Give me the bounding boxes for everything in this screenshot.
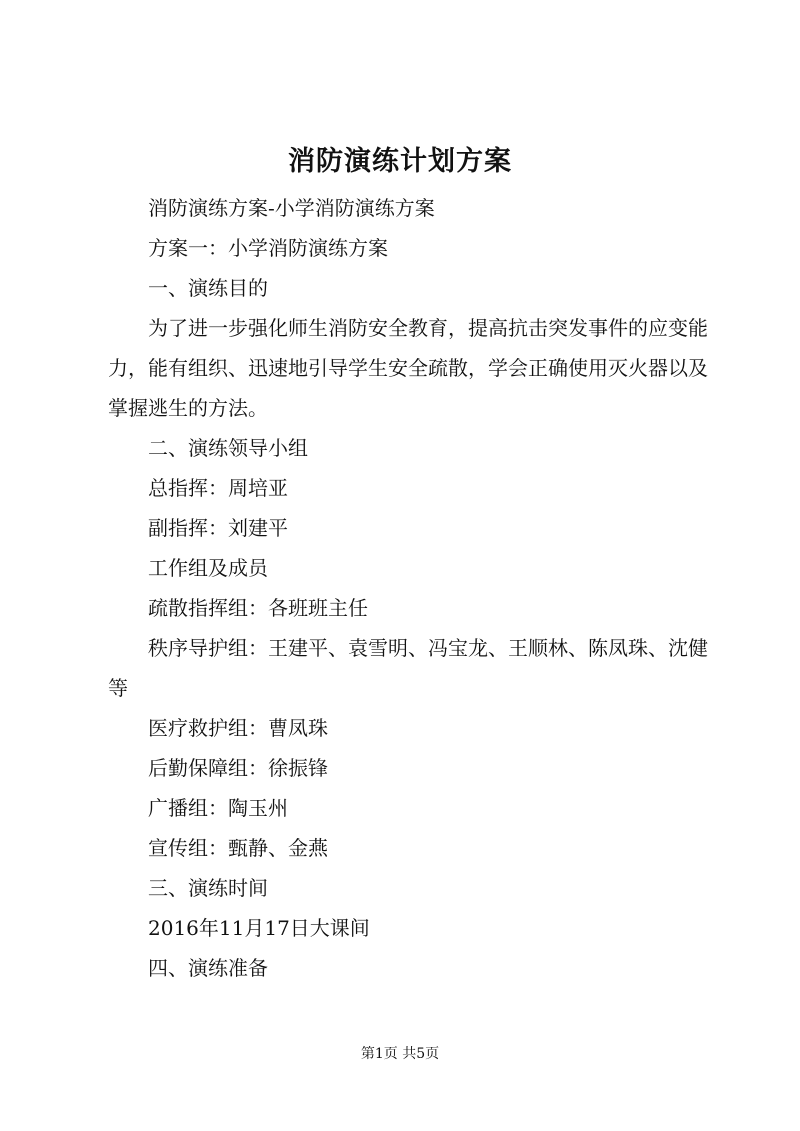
paragraph: 工作组及成员 bbox=[148, 556, 268, 580]
page-number-footer: 第1页 共5页 bbox=[360, 1046, 440, 1062]
paragraph: 宣传组：甄静、金燕 bbox=[148, 836, 328, 860]
paragraph: 方案一：小学消防演练方案 bbox=[148, 236, 388, 260]
paragraph: 后勤保障组：徐振锋 bbox=[148, 756, 328, 780]
paragraph: 总指挥：周培亚 bbox=[148, 476, 288, 500]
paragraph: 医疗救护组：曹凤珠 bbox=[148, 716, 328, 740]
section-heading: 四、演练准备 bbox=[148, 956, 268, 980]
document-body bbox=[108, 188, 708, 988]
paragraph: 广播组：陶玉州 bbox=[148, 796, 288, 820]
section-heading: 三、演练时间 bbox=[148, 876, 268, 900]
paragraph: 疏散指挥组：各班班主任 bbox=[148, 596, 368, 620]
document-title: 消防演练计划方案 bbox=[288, 146, 512, 177]
paragraph: 秩序导护组：王建平、袁雪明、冯宝龙、王顺林、陈凤珠、沈健等 bbox=[108, 636, 708, 700]
paragraph: 2016年11月17日大课间 bbox=[148, 916, 370, 940]
paragraph: 副指挥：刘建平 bbox=[148, 516, 288, 540]
section-heading: 一、演练目的 bbox=[148, 276, 268, 300]
section-heading: 二、演练领导小组 bbox=[148, 436, 308, 460]
paragraph: 为了进一步强化师生消防安全教育，提高抗击突发事件的应变能力，能有组织、迅速地引导学生安全疏散，学会正确使用灭火器以及掌握逃生的方法。 bbox=[108, 316, 708, 420]
paragraph: 消防演练方案-小学消防演练方案 bbox=[148, 196, 435, 220]
